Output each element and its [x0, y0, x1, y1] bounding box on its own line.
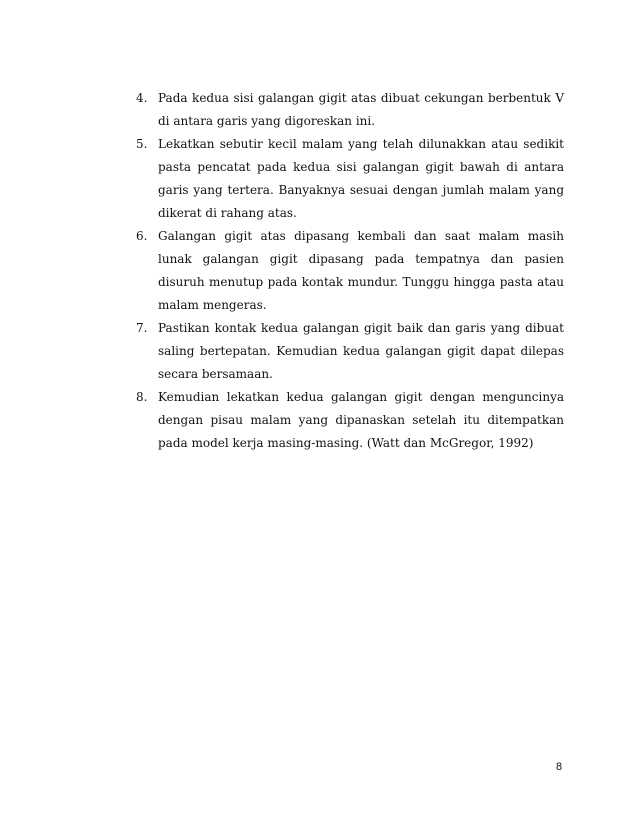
- list-item: [136, 87, 564, 133]
- list-item-number: 7.: [136, 321, 148, 335]
- list-item-number: 6.: [136, 229, 148, 243]
- list-item-number: 4.: [136, 91, 148, 105]
- numbered-list: [136, 87, 564, 455]
- list-item-text: Pastikan kontak kedua galangan gigit baik dan garis yang dibuat saling bertepatan. Kemudian kedua galangan gigit dapat dilepas secara bersamaan.: [158, 321, 564, 381]
- list-item-number: 8.: [136, 390, 148, 404]
- page-number: 8: [556, 761, 563, 773]
- list-item-number: 5.: [136, 137, 148, 151]
- list-item: [136, 225, 564, 317]
- list-item-text: Kemudian lekatkan kedua galangan gigit dengan menguncinya dengan pisau malam yang dipanaskan setelah itu ditempatkan pada model kerja masing-masing. (Watt dan McGregor, 1992): [158, 390, 564, 450]
- list-item: [136, 133, 564, 225]
- list-item-text: Lekatkan sebutir kecil malam yang telah dilunakkan atau sedikit pasta pencatat pada kedua sisi galangan gigit bawah di antara garis yang tertera. Banyaknya sesuai dengan jumlah malam yang dikerat di rahang atas.: [158, 137, 564, 220]
- list-item: [136, 386, 564, 455]
- list-item: [136, 317, 564, 386]
- list-item-text: Pada kedua sisi galangan gigit atas dibuat cekungan berbentuk V di antara garis yang digoreskan ini.: [158, 91, 564, 128]
- list-item-text: Galangan gigit atas dipasang kembali dan saat malam masih lunak galangan gigit dipasang pada tempatnya dan pasien disuruh menutup pada kontak mundur. Tunggu hingga pasta atau malam mengeras.: [158, 229, 564, 312]
